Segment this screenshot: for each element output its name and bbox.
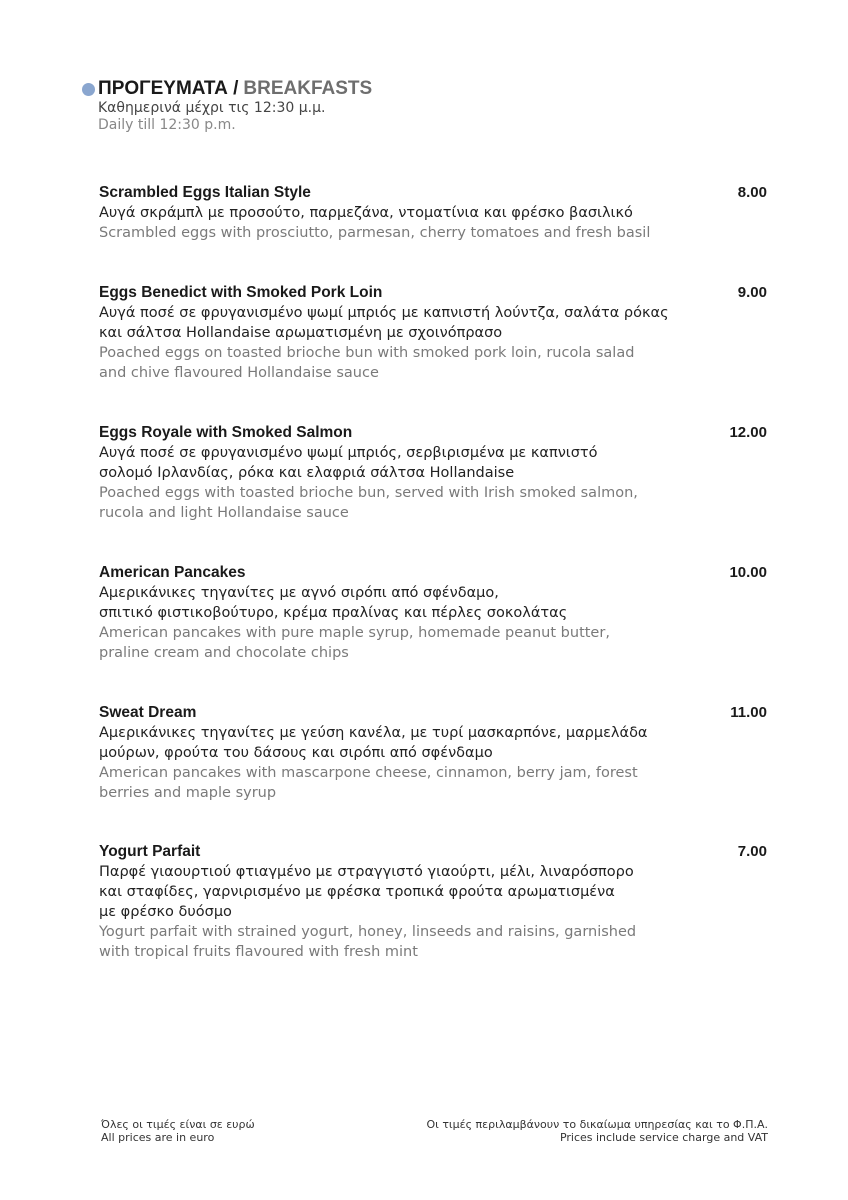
item-desc-english: American pancakes with pure maple syrup, homemade peanut butter, praline cream and chocolate chips xyxy=(99,625,610,661)
menu-item xyxy=(99,842,769,962)
footer-right-english: Prices include service charge and VAT xyxy=(559,1131,768,1144)
item-price: 12.00 xyxy=(729,424,767,441)
item-desc-greek: Αμερικάνικες τηγανίτες με γεύση κανέλα, με τυρί μασκαρπόνε, μαρμελάδα μούρων, φρούτα του δάσους και σιρόπι από σφένδαμο xyxy=(99,725,648,761)
item-desc-greek: Αυγά ποσέ σε φρυγανισμένο ψωμί μπριός, σερβιρισμένα με καπνιστό σολομό Ιρλανδίας, ρόκα και ελαφριά σάλτσα Hollandaise xyxy=(99,445,598,481)
item-desc-english: Yogurt parfait with strained yogurt, honey, linseeds and raisins, garnished with tropical fruits flavoured with fresh mint xyxy=(99,924,637,960)
item-name: Sweat Dream xyxy=(99,704,197,721)
footer-currency-note xyxy=(101,1118,255,1144)
item-name: Scrambled Eggs Italian Style xyxy=(99,184,311,201)
item-name: Eggs Royale with Smoked Salmon xyxy=(99,424,353,441)
bullet-dot-icon xyxy=(82,83,95,96)
section-title xyxy=(82,78,372,100)
item-desc-english: Scrambled eggs with prosciutto, parmesan, cherry tomatoes and fresh basil xyxy=(99,225,651,241)
item-name: American Pancakes xyxy=(99,564,246,581)
menu-item xyxy=(99,283,769,383)
item-desc-english: Poached eggs with toasted brioche bun, served with Irish smoked salmon, rucola and light Hollandaise sauce xyxy=(99,485,638,521)
title-greek: ΠΡΟΓΕΥΜΑΤΑ / xyxy=(98,78,239,99)
title-english: BREAKFASTS xyxy=(243,78,373,99)
item-desc-english: Poached eggs on toasted brioche bun with smoked pork loin, rucola salad and chive flavoured Hollandaise sauce xyxy=(99,345,635,381)
hours-english: Daily till 12:30 p.m. xyxy=(98,117,236,133)
footer-left-english: All prices are in euro xyxy=(101,1131,215,1144)
section-header xyxy=(82,78,372,134)
menu-item xyxy=(99,703,769,803)
item-price: 10.00 xyxy=(729,564,767,581)
footer-left-greek: Όλες οι τιμές είναι σε ευρώ xyxy=(101,1118,255,1131)
item-desc-english: American pancakes with mascarpone cheese, cinnamon, berry jam, forest berries and maple syrup xyxy=(99,765,638,801)
footer-service-note xyxy=(426,1118,768,1144)
item-price: 7.00 xyxy=(737,843,767,860)
item-name: Yogurt Parfait xyxy=(99,843,201,860)
menu-item xyxy=(99,423,769,523)
item-price: 9.00 xyxy=(737,284,767,301)
item-price: 11.00 xyxy=(730,704,767,721)
hours-greek: Καθημερινά μέχρι τις 12:30 μ.μ. xyxy=(98,100,326,116)
item-price: 8.00 xyxy=(737,184,767,201)
footer-right-greek: Οι τιμές περιλαμβάνουν το δικαίωμα υπηρεσίας και το Φ.Π.Α. xyxy=(426,1118,768,1131)
menu-item xyxy=(99,183,769,243)
menu-item xyxy=(99,563,769,663)
item-name: Eggs Benedict with Smoked Pork Loin xyxy=(99,284,383,301)
item-desc-greek: Παρφέ γιαουρτιού φτιαγμένο με στραγγιστό γιαούρτι, μέλι, λιναρόσπορο και σταφίδες, γαρνιρισμένο με φρέσκα τροπικά φρούτα αρωματισμένα με φρέσκο δυόσμο xyxy=(99,864,634,920)
item-desc-greek: Αμερικάνικες τηγανίτες με αγνό σιρόπι από σφένδαμο, σπιτικό φιστικοβούτυρο, κρέμα πραλίνας και πέρλες σοκολάτας xyxy=(99,585,568,621)
item-desc-greek: Αυγά ποσέ σε φρυγανισμένο ψωμί μπριός με καπνιστή λούντζα, σαλάτα ρόκας και σάλτσα Hollandaise αρωματισμένη με σχοινόπρασο xyxy=(99,305,669,341)
item-desc-greek: Αυγά σκράμπλ με προσούτο, παρμεζάνα, ντοματίνια και φρέσκο βασιλικό xyxy=(99,205,633,221)
